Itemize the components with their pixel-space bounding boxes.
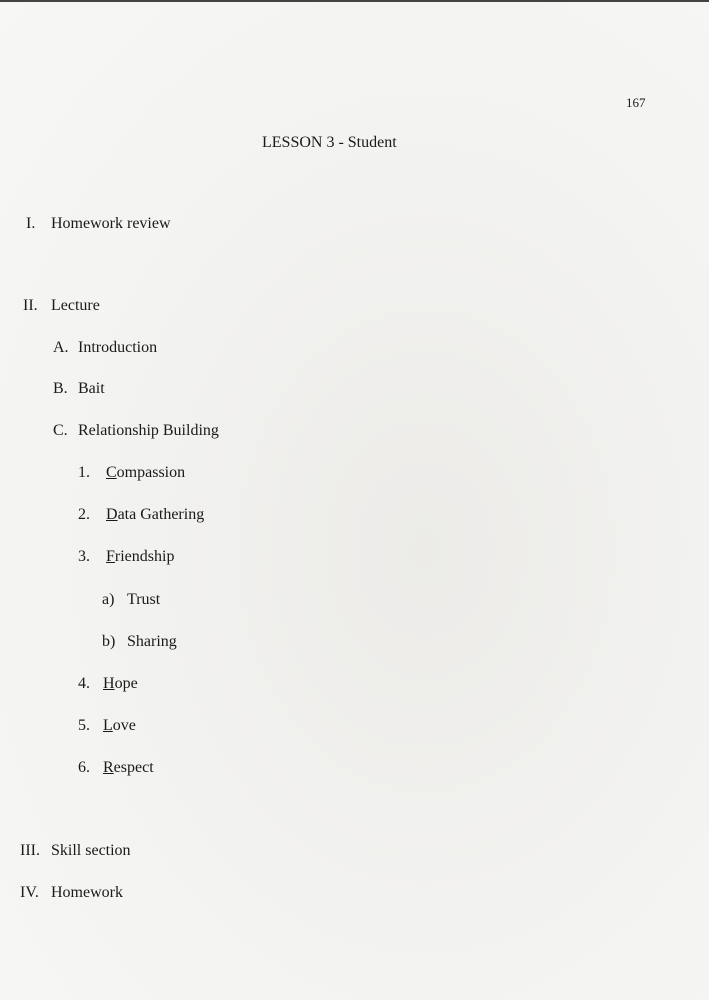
outline-label: Skill section [51,842,131,859]
outline-marker: C. [53,422,68,439]
outline-item-introduction [53,339,157,357]
outline-label: Introduction [78,339,158,356]
outline-marker: A. [53,339,69,356]
outline-label: Respect [103,759,154,776]
outline-label: Homework review [51,215,171,232]
outline-label: Homework [51,884,123,901]
outline-item-relationship-building [53,422,219,440]
outline-label: Sharing [127,633,177,650]
outline-marker: a) [102,591,115,608]
outline-label: Compassion [106,464,186,481]
outline-label: Trust [127,591,161,608]
outline-label: Data Gathering [106,506,205,523]
outline-item-homework [20,884,123,902]
outline-item-skill-section [20,842,131,860]
outline-label: Friendship [106,548,175,565]
outline-item-data-gathering [78,506,204,524]
outline-label: Relationship Building [78,422,219,439]
outline-marker: II. [23,297,38,314]
outline-marker: B. [53,380,68,397]
outline-item-respect [78,759,154,777]
outline-item-love [78,717,136,735]
outline-marker: 1. [78,464,90,481]
outline-marker: 5. [78,717,90,734]
outline-item-homework-review [26,215,171,233]
outline-marker: 4. [78,675,90,692]
outline-item-sharing [102,633,177,651]
outline-item-hope [78,675,138,693]
outline-marker: b) [102,633,116,650]
top-border-rule [0,0,709,2]
outline-item-bait [53,380,105,398]
outline-item-trust [102,591,160,609]
outline-marker: 3. [78,548,90,565]
outline-label: Bait [78,380,105,397]
lesson-title: LESSON 3 - Student [262,134,397,151]
outline-marker: I. [26,215,36,232]
outline-marker: III. [20,842,40,859]
outline-label: Lecture [51,297,100,314]
outline-item-friendship [78,548,174,566]
outline-marker: IV. [20,884,39,901]
outline-item-compassion [78,464,185,482]
page-number: 167 [626,95,646,110]
outline-label: Love [103,717,136,734]
outline-label: Hope [103,675,138,692]
outline-item-lecture [23,297,100,315]
outline-marker: 2. [78,506,90,523]
outline-marker: 6. [78,759,90,776]
